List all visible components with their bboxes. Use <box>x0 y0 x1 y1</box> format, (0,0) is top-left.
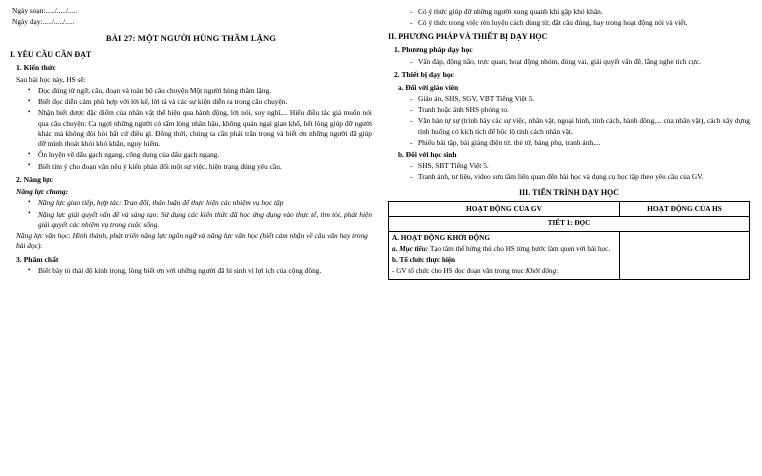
subsection-pham-chat: 3. Phẩm chất <box>16 254 59 264</box>
list-item <box>406 116 750 136</box>
list-item-text: Văn bản tự sự (trình bày các sự việc, nhân vật, ngoại hình, tính cách, hành động,... của nhân vật), cách xây dựng tình huống có kích tích để bộc lộ tính cách nhân vật. <box>418 116 750 136</box>
list-item-text: SHS, SBT Tiếng Việt 5. <box>418 161 489 171</box>
activity-goal-text: Tạo tâm thế hứng thú cho HS từng bước làm quen với bài học. <box>429 244 611 253</box>
subsection-nang-luc: 2. Năng lực <box>16 174 53 184</box>
section-ii-heading: II. PHƯƠNG PHÁP VÀ THIẾT BỊ DẠY HỌC <box>388 32 548 42</box>
list-item-text: Có ý thức giúp đỡ những người xung quanh khi gặp khó khăn. <box>418 7 603 16</box>
activity-heading: A. HOẠT ĐỘNG KHỞI ĐỘNG <box>392 233 490 242</box>
right-column <box>388 6 750 476</box>
list-item-text: Nhận biết được đặc điểm của nhân vật thể hiện qua hành động, lời nói, suy nghĩ,... Hiểu điều tác giả muốn nói qua câu chuyện: Ca ngợi những người có tấm lòng nhân hậu, không quản ngại gian khổ, hết lòng giúp đỡ người khác mà không đòi hỏi bất cứ điều gì. Đồng thời, chúng ta cần phải trân trọng và biết ơn những người đã giúp đỡ mình thoát khỏi khó khăn, nguy hiểm. <box>38 108 372 149</box>
kien-thuc-list <box>24 86 372 172</box>
subsection-thiet-bi: 2. Thiết bị dạy học <box>394 70 454 80</box>
section-i-heading: I. YÊU CẦU CẦN ĐẠT <box>10 50 92 60</box>
list-item <box>24 86 372 96</box>
activity-goal <box>392 245 616 255</box>
list-item <box>24 266 372 276</box>
list-item <box>406 18 750 28</box>
thiet-bi-hs-heading: b. Đối với học sinh <box>398 149 457 159</box>
list-item <box>24 150 372 160</box>
list-item <box>24 198 372 208</box>
subsection-phuong-phap: 1. Phương pháp dạy học <box>394 45 473 55</box>
list-item <box>406 138 750 148</box>
pham-chat-list <box>24 266 372 276</box>
thiet-bi-gv-list <box>406 94 750 148</box>
date-soan: Ngày soạn:...../...../..... <box>12 6 78 15</box>
list-item-text: Năng lực giải quyết vấn đề và sáng tạo: Sử dụng các kiến thức đã học ứng dụng vào thực tế, tìm tòi, phát hiện giải quyết các nhiệm vụ trong cuộc sống. <box>38 209 372 229</box>
list-item-text: Biết tìm ý cho đoạn văn nêu ý kiến phản đối một sự việc, hiện trạng đúng yêu cầu. <box>38 161 282 171</box>
list-item <box>406 105 750 115</box>
column-header-gv: HOẠT ĐỘNG CỦA GV <box>389 201 620 216</box>
lesson-title: BÀI 27: MỘT NGƯỜI HÙNG THẦM LẶNG <box>105 33 277 44</box>
nang-luc-chung-list <box>24 198 372 230</box>
date-day: Ngày dạy:...../...../..... <box>12 17 75 27</box>
phuong-phap-list <box>406 57 750 67</box>
section-title-tiet-1: TIẾT 1: ĐỌC <box>389 216 750 231</box>
list-item-text: Ôn luyện về dấu gạch ngang, công dụng của dấu gạch ngang. <box>38 150 220 160</box>
list-item-text: Phiếu bài tập, bài giảng điện tử, thẻ từ, bảng phụ, tranh ảnh,... <box>418 137 601 147</box>
activity-step-1-emphasis: Khởi động <box>525 266 557 275</box>
list-item-text: Năng lực giao tiếp, hợp tác: Trao đổi, thảo luận để thực hiện các nhiệm vụ học tập <box>38 198 284 208</box>
intro-text: Sau bài học này, HS sẽ: <box>16 74 86 84</box>
list-item-text: Biết bày tỏ thái độ kính trọng, lòng biết ơn với những người đã hi sinh vì lợi ích của cộng đồng. <box>38 266 322 276</box>
list-item-text: Tranh ảnh, tư liệu, video sưu tầm liên quan đến bài học và dụng cụ học tập theo yêu cầu của GV. <box>418 172 704 182</box>
list-item-text: Biết đọc diễn cảm phù hợp với lời kể, lời tả và các sự kiện diễn ra trong câu chuyện. <box>38 97 288 107</box>
list-item <box>406 172 750 182</box>
list-item <box>406 57 750 67</box>
list-item <box>406 7 750 17</box>
subsection-kien-thuc: 1. Kiến thức <box>16 63 56 73</box>
activity-organization-heading: b. Tổ chức thực hiện <box>392 255 456 264</box>
activity-goal-label: a. Mục tiêu: <box>392 244 430 253</box>
nang-luc-chung-label: Năng lực chung: <box>16 187 69 197</box>
list-item <box>24 210 372 230</box>
left-column <box>10 6 372 476</box>
cell-hs-activity <box>620 231 750 279</box>
lesson-plan-table <box>388 201 750 280</box>
list-item-text: Vấn đáp, động não, trực quan, hoạt động nhóm, đóng vai, giải quyết vấn đề, lắng nghe tích cực. <box>418 56 701 66</box>
list-item <box>24 162 372 172</box>
list-item <box>406 94 750 104</box>
table-row <box>389 231 750 279</box>
nang-luc-van-hoc: Năng lực văn học: Hình thành, phát triển năng lực ngôn ngữ và năng lực văn học (biết cảm nhận về câu văn hay trong bài đọc). <box>16 231 368 251</box>
list-item-text: Có ý thức trong việc rèn luyện cách dùng từ, đặt câu đúng, hay trong hoạt động nói và viết. <box>418 18 688 28</box>
list-item <box>406 161 750 171</box>
table-section-row <box>389 216 750 231</box>
table-header-row <box>389 201 750 216</box>
column-header-hs: HOẠT ĐỘNG CỦA HS <box>620 201 750 216</box>
list-item <box>24 108 372 149</box>
activity-step-1: - GV tổ chức cho HS đọc đoạn văn trong mục Khởi động: <box>392 266 559 275</box>
cell-gv-activity <box>389 231 620 279</box>
list-item-text: Tranh hoặc ảnh SHS phóng to. <box>418 105 509 115</box>
pham-chat-continued-list <box>406 7 750 28</box>
thiet-bi-gv-heading: a. Đối với giáo viên <box>398 82 459 92</box>
list-item-text: Giáo án, SHS, SGV, VBT Tiếng Việt 5. <box>418 93 535 103</box>
section-iii-heading: III. TIẾN TRÌNH DẠY HỌC <box>518 187 620 197</box>
thiet-bi-hs-list <box>406 161 750 182</box>
list-item <box>24 97 372 107</box>
list-item-text: Đọc đúng từ ngữ, câu, đoạn và toàn bộ câu chuyện Một người hùng thầm lặng. <box>38 86 272 96</box>
